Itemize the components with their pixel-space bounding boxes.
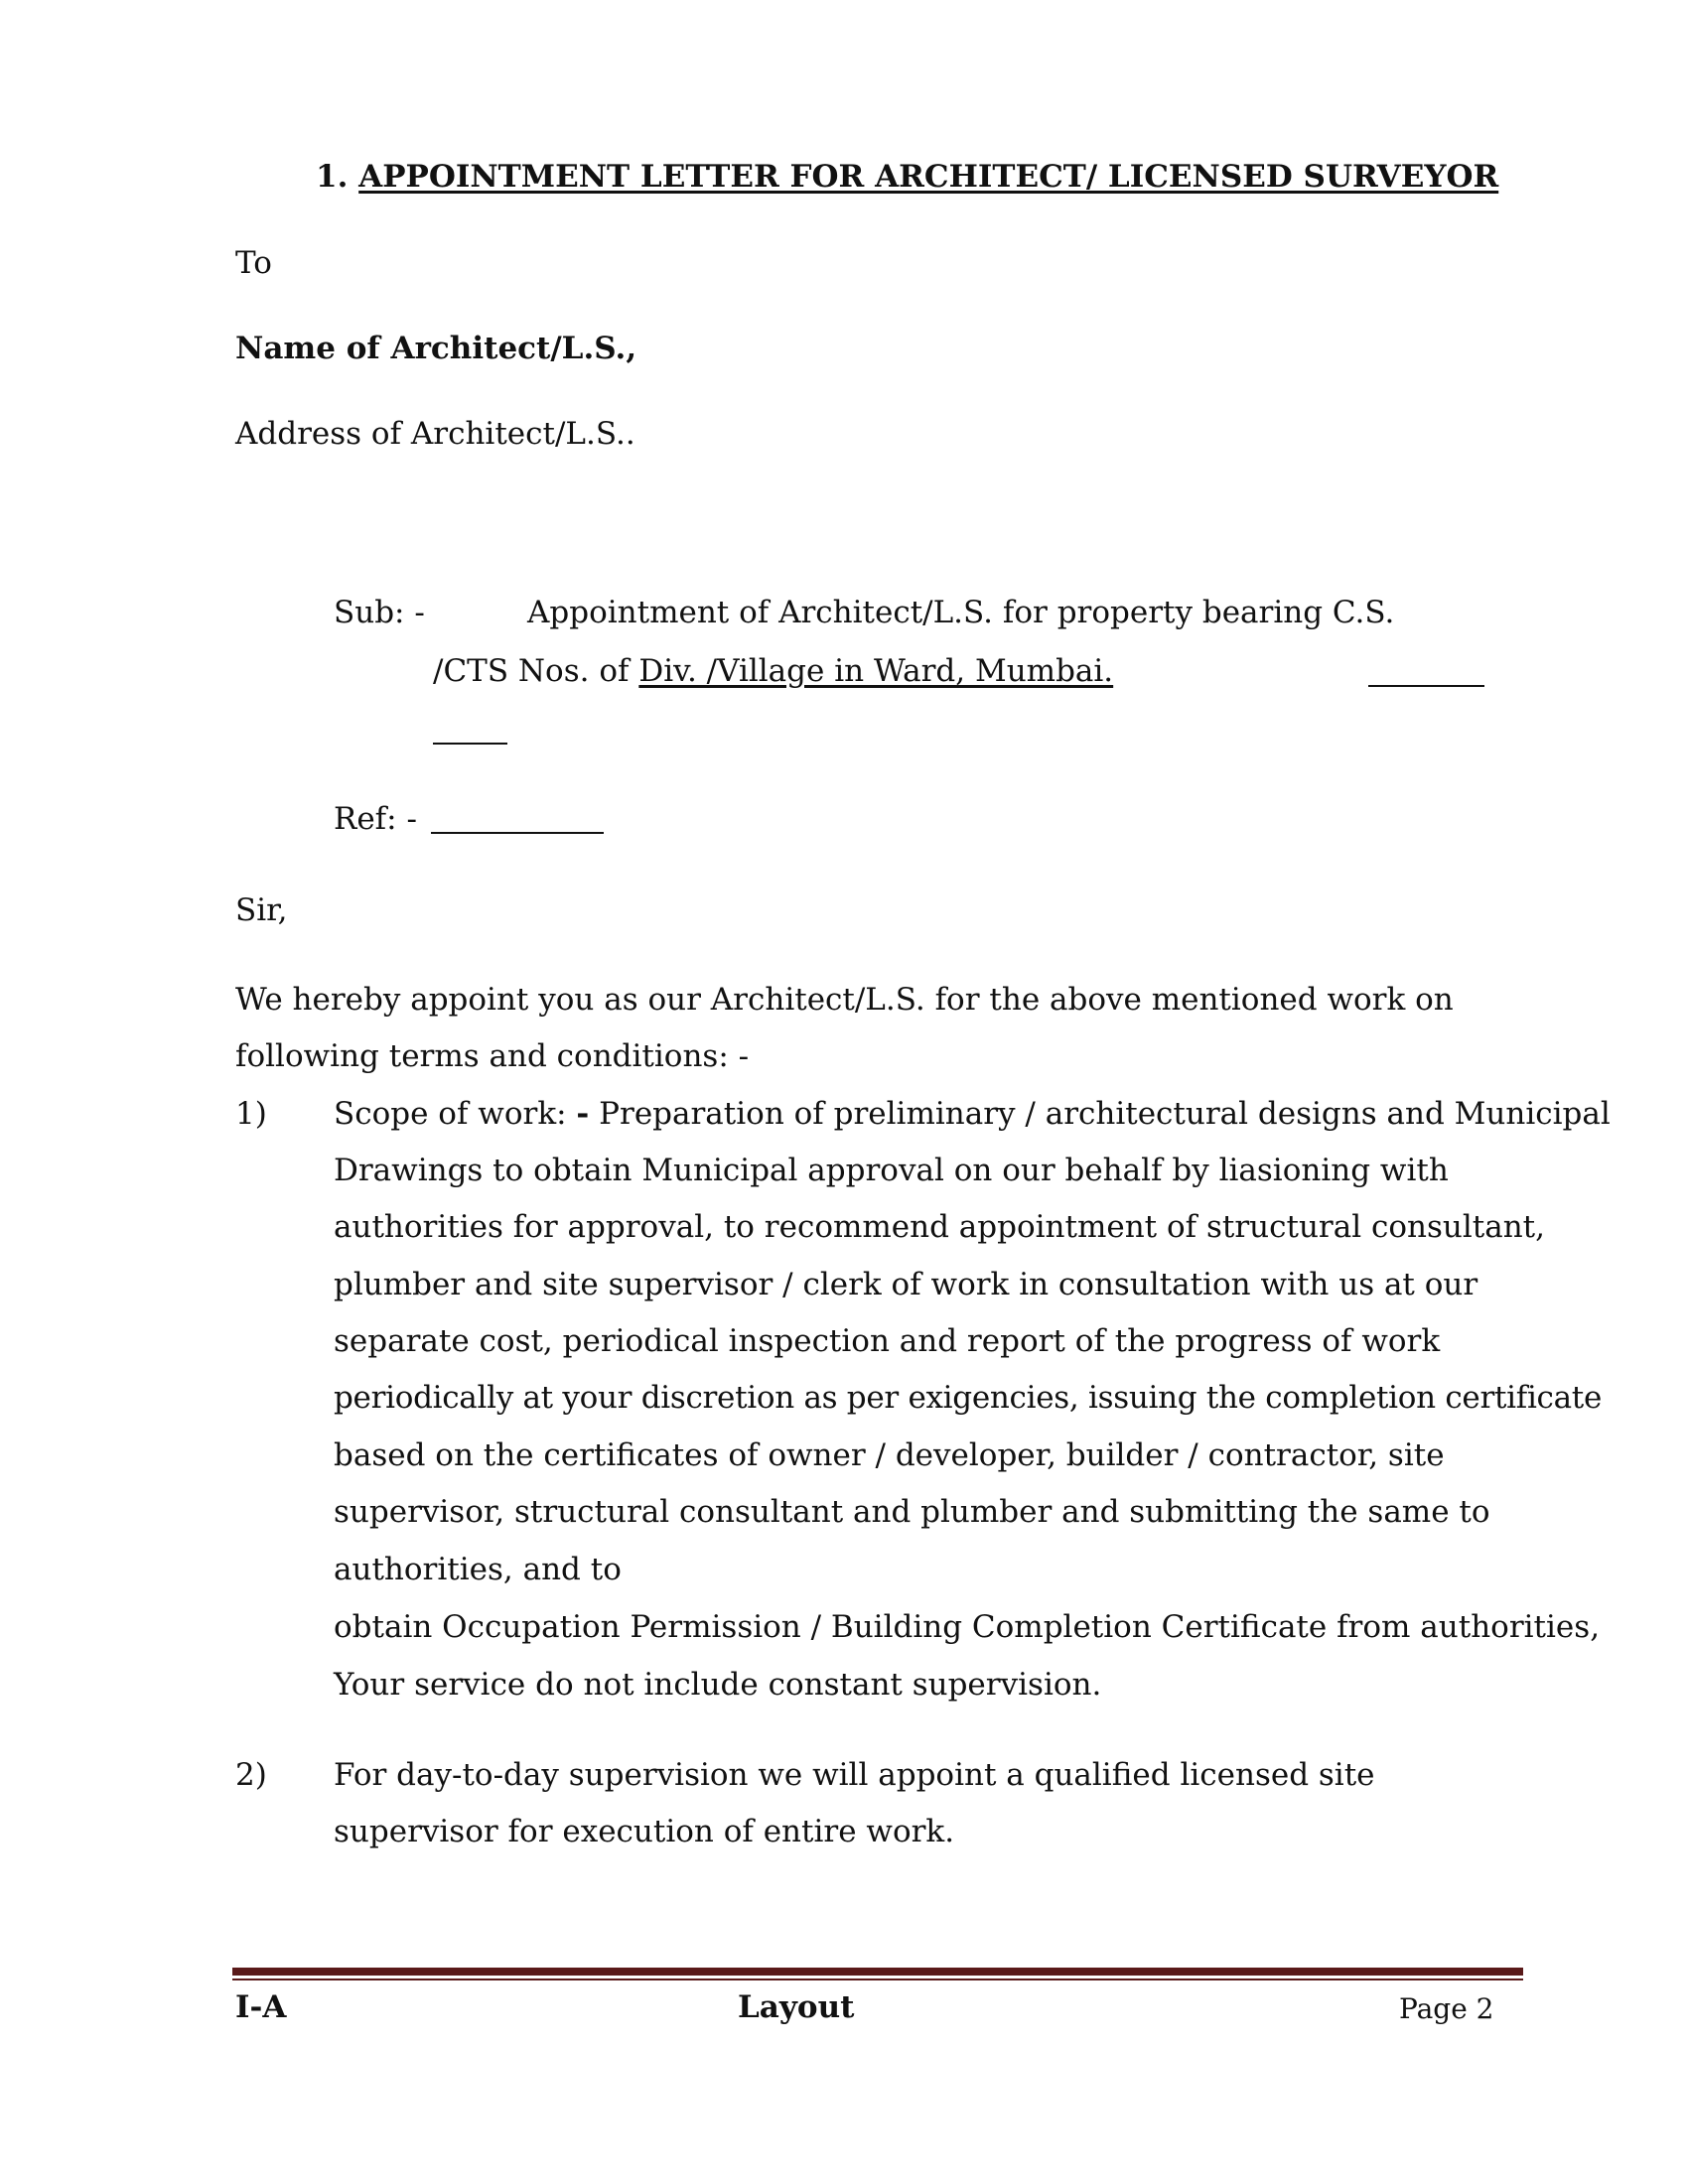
item-1-line-1 <box>334 1094 1611 1134</box>
item-1-line-9: authorities, and to <box>334 1552 622 1587</box>
item-1-line-5: separate cost, periodical inspection and report of the progress of work <box>334 1323 1441 1359</box>
intro-line-2: following terms and conditions: - <box>235 1038 750 1074</box>
item-1-line-6: periodically at your discretion as per exigencies, issuing the completion certificate <box>334 1380 1603 1416</box>
item-1-line-11: Your service do not include constant supervision. <box>334 1667 1102 1703</box>
footer-rule-thick <box>232 1968 1523 1976</box>
item-1-line-3: authorities for approval, to recommend appointment of structural consultant, <box>334 1209 1545 1245</box>
item-2-line-1: For day-to-day supervision we will appoint a qualified licensed site <box>334 1757 1375 1793</box>
item-1-line-8: supervisor, structural consultant and plumber and submitting the same to <box>334 1494 1490 1530</box>
item-1-line-7: based on the certificates of owner / developer, builder / contractor, site <box>334 1437 1445 1473</box>
item-1-line-4: plumber and site supervisor / clerk of work in consultation with us at our <box>334 1267 1478 1302</box>
subject-label: Sub: - <box>334 595 425 630</box>
intro-line-1: We hereby appoint you as our Architect/L.S. for the above mentioned work on <box>235 982 1454 1018</box>
item-1-lead: Scope of work: <box>334 1096 577 1132</box>
architect-name: Name of Architect/L.S., <box>235 331 637 366</box>
item-1-text-1: Preparation of preliminary / architectural designs and Municipal <box>589 1096 1611 1132</box>
salutation: Sir, <box>235 892 288 928</box>
ref-label: Ref: - <box>334 801 417 837</box>
blank-subject-2 <box>1368 683 1484 687</box>
footer-page-number: Page 2 <box>1399 1992 1494 2025</box>
subject-line-2-prefix: /CTS Nos. of <box>433 653 630 689</box>
blank-ref <box>431 830 604 834</box>
title-number: 1. <box>316 159 349 195</box>
architect-address: Address of Architect/L.S.. <box>235 416 635 452</box>
blank-subject-1 <box>1043 683 1104 687</box>
to-line: To <box>235 245 272 281</box>
item-1-dash: - <box>576 1096 590 1132</box>
footer-center: Layout <box>738 1989 855 2025</box>
footer-left: I-A <box>235 1989 287 2025</box>
item-2-number: 2) <box>235 1757 267 1793</box>
blank-subject-3 <box>433 741 507 745</box>
title-text: APPOINTMENT LETTER FOR ARCHITECT/ LICENSED SURVEYOR <box>358 159 1499 195</box>
subject-line-1: Appointment of Architect/L.S. for property bearing C.S. <box>527 595 1395 630</box>
item-1-line-2: Drawings to obtain Municipal approval on our behalf by liasioning with <box>334 1153 1449 1188</box>
subject-line-2 <box>433 651 1113 691</box>
footer-rule-thin <box>232 1979 1523 1980</box>
page-title <box>316 157 1498 197</box>
item-1-line-10: obtain Occupation Permission / Building Completion Certificate from authorities, <box>334 1609 1601 1645</box>
item-1-number: 1) <box>235 1096 267 1132</box>
subject-line-2-underlined: Div. /Village in Ward, Mumbai. <box>638 653 1114 689</box>
item-2-line-2: supervisor for execution of entire work. <box>334 1814 955 1849</box>
